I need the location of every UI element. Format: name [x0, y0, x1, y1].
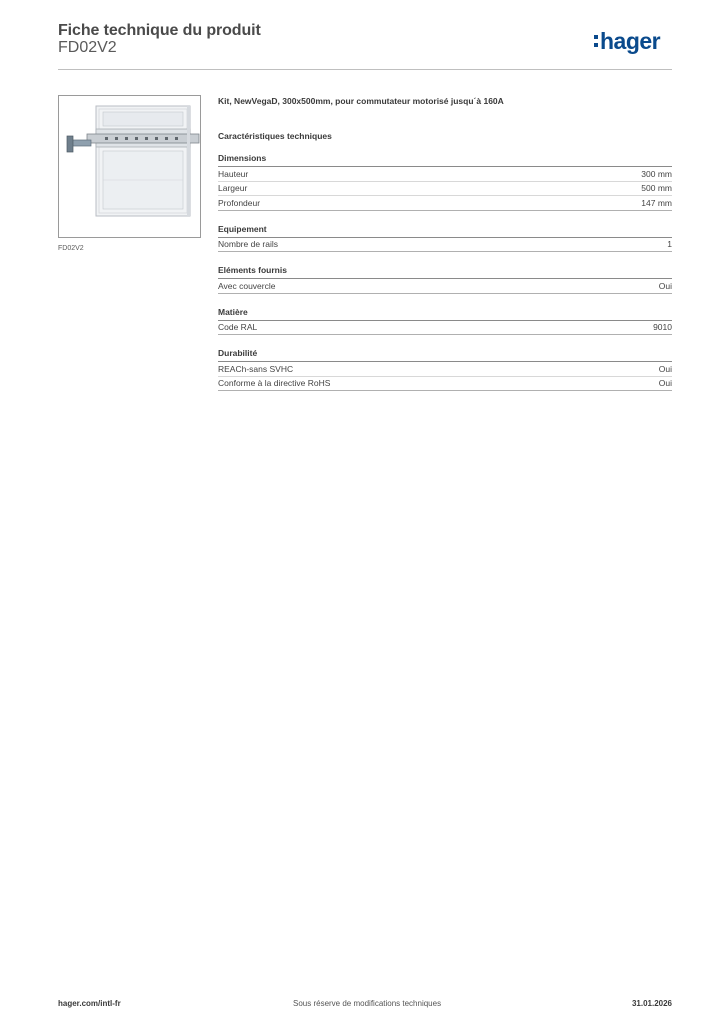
logo-text: hager [600, 27, 661, 54]
hager-logo [594, 28, 660, 54]
spec-label: Avec couvercle [218, 280, 276, 291]
spec-label: Nombre de rails [218, 239, 278, 250]
footer-website-link[interactable]: hager.com/intl-fr [58, 999, 121, 1008]
spec-value: 500 mm [641, 183, 672, 194]
spec-value: Oui [658, 363, 672, 374]
section-title: Equipement [218, 224, 672, 238]
section-title: Matière [218, 307, 672, 321]
section-elements-fournis [218, 265, 672, 294]
spec-label: Hauteur [218, 168, 249, 179]
spec-label: Profondeur [218, 197, 261, 208]
product-reference: FD02V2 [58, 39, 117, 56]
spec-row [218, 238, 672, 253]
product-kit-illustration-icon [59, 96, 200, 237]
image-caption: FD02V2 [58, 245, 84, 252]
header-divider [58, 69, 672, 70]
section-dimensions [218, 153, 672, 211]
spec-row [218, 279, 672, 294]
footer-notice: Sous réserve de modifications techniques [293, 999, 442, 1008]
product-image [58, 95, 201, 238]
spec-row [218, 321, 672, 336]
specs-heading: Caractéristiques techniques [218, 131, 332, 141]
spec-value: Oui [658, 280, 672, 291]
spec-label: Code RAL [218, 322, 258, 333]
spec-value: 9010 [653, 322, 672, 333]
spec-row [218, 167, 672, 182]
spec-label: REACh-sans SVHC [218, 363, 294, 374]
spec-value: Oui [658, 378, 672, 389]
spec-value: 1 [667, 239, 672, 250]
section-matiere [218, 307, 672, 336]
spec-value: 147 mm [641, 197, 672, 208]
spec-row [218, 196, 672, 211]
spec-label: Largeur [218, 183, 248, 194]
spec-label: Conforme à la directive RoHS [218, 378, 331, 389]
section-title: Dimensions [218, 153, 672, 167]
section-equipement [218, 224, 672, 253]
section-title: Durabilité [218, 348, 672, 362]
spec-row [218, 182, 672, 197]
page-title: Fiche technique du produit [58, 22, 261, 39]
specifications-panel [218, 96, 672, 391]
section-title: Eléments fournis [218, 265, 672, 279]
spec-value: 300 mm [641, 168, 672, 179]
section-durabilite [218, 348, 672, 391]
spec-row [218, 362, 672, 377]
spec-row [218, 377, 672, 392]
footer-date: 31.01.2026 [631, 999, 672, 1008]
product-description: Kit, NewVegaD, 300x500mm, pour commutateur motorisé jusqu´à 160A [218, 96, 504, 106]
logo-colon-icon [594, 32, 598, 50]
